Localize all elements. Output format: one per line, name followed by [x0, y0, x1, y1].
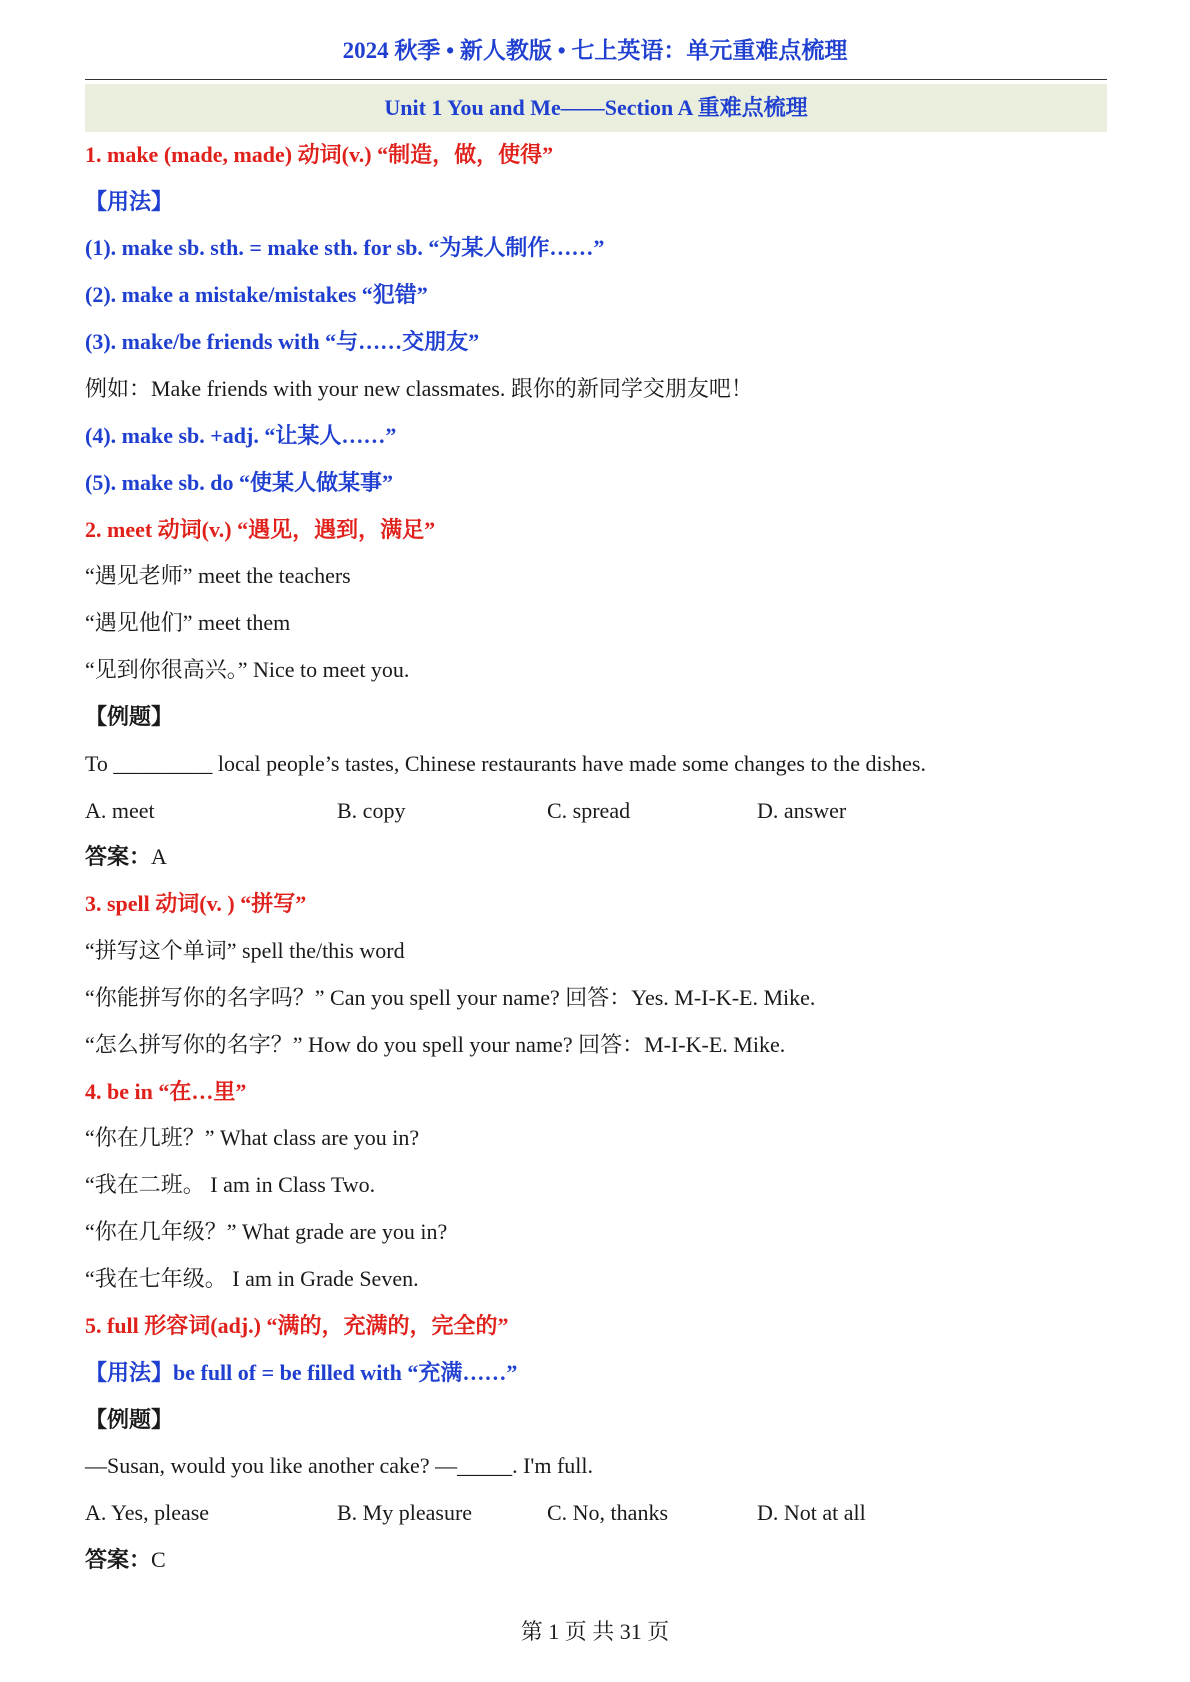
document-title: 2024 秋季 • 新人教版 • 七上英语：单元重难点梳理: [342, 38, 848, 63]
page-number: 第 1 页 共 31 页: [520, 1619, 670, 1644]
item-2-heading: 2. meet 动词(v.) “遇见，遇到，满足”: [85, 517, 436, 542]
item-4-example-4: “我在七年级。 I am in Grade Seven.: [85, 1266, 419, 1291]
item-1-usage-4: (4). make sb. +adj. “让某人……”: [85, 423, 397, 448]
item-4-example-2: “我在二班。 I am in Class Two.: [85, 1172, 376, 1197]
option-d: D. answer: [757, 798, 847, 823]
item-5-heading: 5. full 形容词(adj.) “满的，充满的，完全的”: [85, 1313, 509, 1338]
item-5-options: [85, 1498, 1107, 1528]
item-1-heading: 1. make (made, made) 动词(v.) “制造，做，使得”: [85, 142, 554, 167]
item-1-usage-5: (5). make sb. do “使某人做某事”: [85, 470, 394, 495]
item-5-answer: [85, 1545, 166, 1575]
item-5-exercise-label: 【例题】: [85, 1407, 174, 1432]
item-5-question: —Susan, would you like another cake? —_____. I'm full.: [85, 1453, 594, 1478]
item-5-usage: 【用法】be full of = be filled with “充满……”: [85, 1360, 518, 1385]
answer-value: A: [151, 844, 167, 869]
item-3-example-2: “你能拼写你的名字吗？” Can you spell your name? 回答：Yes. M-I-K-E. Mike.: [85, 985, 816, 1010]
option-d: D. Not at all: [757, 1500, 866, 1525]
item-3-heading: 3. spell 动词(v. ) “拼写”: [85, 891, 307, 916]
option-c: C. No, thanks: [547, 1500, 668, 1525]
answer-label: 答案：: [85, 1547, 152, 1572]
option-a: A. Yes, please: [85, 1500, 210, 1525]
item-4-example-1: “你在几班？” What class are you in?: [85, 1125, 420, 1150]
section-heading: Unit 1 You and Me——Section A 重难点梳理: [85, 84, 1107, 132]
item-1-example: 例如：Make friends with your new classmates. 跟你的新同学交朋友吧！: [85, 376, 753, 401]
option-a: A. meet: [85, 798, 155, 823]
item-2-question: To _________ local people’s tastes, Chinese restaurants have made some changes to the dishes.: [85, 751, 926, 776]
item-3-example-1: “拼写这个单词” spell the/this word: [85, 938, 405, 963]
item-2-example-2: “遇见他们” meet them: [85, 610, 291, 635]
item-1-usage-label: 【用法】: [85, 189, 174, 214]
item-2-options: [85, 796, 1107, 826]
item-4-example-3: “你在几年级？” What grade are you in?: [85, 1219, 448, 1244]
option-c: C. spread: [547, 798, 631, 823]
item-2-answer: [85, 842, 167, 872]
option-b: B. copy: [337, 798, 406, 823]
item-2-exercise-label: 【例题】: [85, 704, 174, 729]
answer-label: 答案：: [85, 844, 152, 869]
item-2-example-1: “遇见老师” meet the teachers: [85, 563, 351, 588]
item-1-usage-1: (1). make sb. sth. = make sth. for sb. “为某人制作……”: [85, 235, 605, 260]
answer-value: C: [151, 1547, 166, 1572]
item-1-usage-3: (3). make/be friends with “与……交朋友”: [85, 329, 480, 354]
item-3-example-3: “怎么拼写你的名字？” How do you spell your name? 回答：M-I-K-E. Mike.: [85, 1032, 786, 1057]
header-divider: [85, 79, 1107, 80]
item-1-usage-2: (2). make a mistake/mistakes “犯错”: [85, 282, 428, 307]
option-b: B. My pleasure: [337, 1500, 473, 1525]
item-2-example-3: “见到你很高兴。” Nice to meet you.: [85, 657, 410, 682]
item-4-heading: 4. be in “在…里”: [85, 1079, 247, 1104]
